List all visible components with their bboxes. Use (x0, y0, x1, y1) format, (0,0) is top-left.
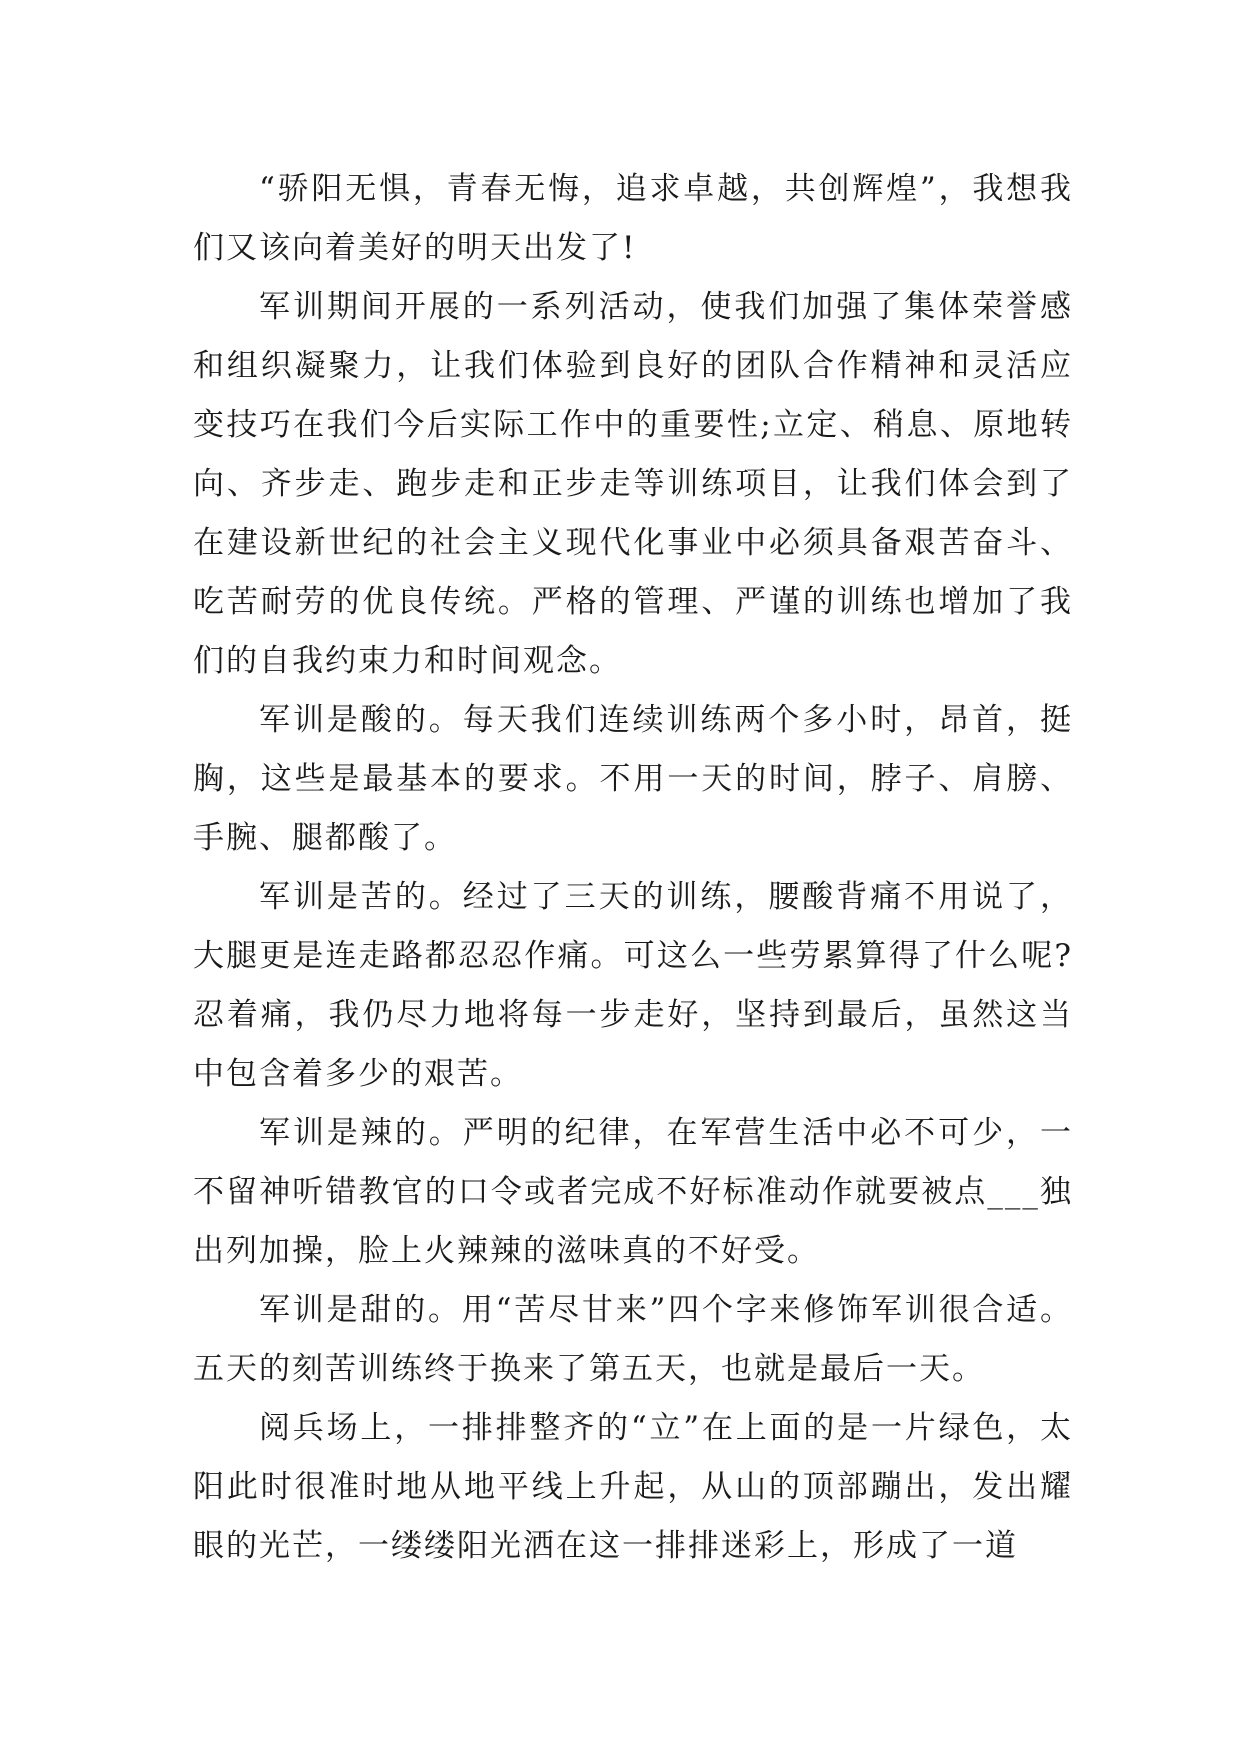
paragraph-1: “骄阳无惧，青春无悔，追求卓越，共创辉煌”，我想我们又该向着美好的明天出发了! (193, 171, 1073, 266)
document-body (193, 160, 1073, 1576)
paragraph-4: 军训是苦的。经过了三天的训练，腰酸背痛不用说了，大腿更是连走路都忍忍作痛。可这么一些劳累算得了什么呢?忍着痛，我仍尽力地将每一步走好，坚持到最后，虽然这当中包含着多少的艰苦。 (193, 879, 1073, 1092)
paragraph-3: 军训是酸的。每天我们连续训练两个多小时，昂首，挺胸，这些是最基本的要求。不用一天的时间，脖子、肩膀、手腕、腿都酸了。 (193, 702, 1073, 856)
paragraph-2: 军训期间开展的一系列活动，使我们加强了集体荣誉感和组织凝聚力，让我们体验到良好的团队合作精神和灵活应变技巧在我们今后实际工作中的重要性;立定、稍息、原地转向、齐步走、跑步走和正步走等训练项目，让我们体会到了在建设新世纪的社会主义现代化事业中必须具备艰苦奋斗、吃苦耐劳的优良传统。严格的管理、严谨的训练也增加了我们的自我约束力和时间观念。 (193, 289, 1073, 679)
paragraph-5: 军训是辣的。严明的纪律，在军营生活中必不可少，一不留神听错教官的口令或者完成不好标准动作就要被点___独出列加操，脸上火辣辣的滋味真的不好受。 (193, 1115, 1073, 1269)
paragraph-6: 军训是甜的。用“苦尽甘来”四个字来修饰军训很合适。五天的刻苦训练终于换来了第五天，也就是最后一天。 (193, 1292, 1073, 1387)
paragraph-7: 阅兵场上，一排排整齐的“立”在上面的是一片绿色，太阳此时很准时地从地平线上升起，从山的顶部蹦出，发出耀眼的光芒，一缕缕阳光洒在这一排排迷彩上，形成了一道 (193, 1410, 1073, 1564)
